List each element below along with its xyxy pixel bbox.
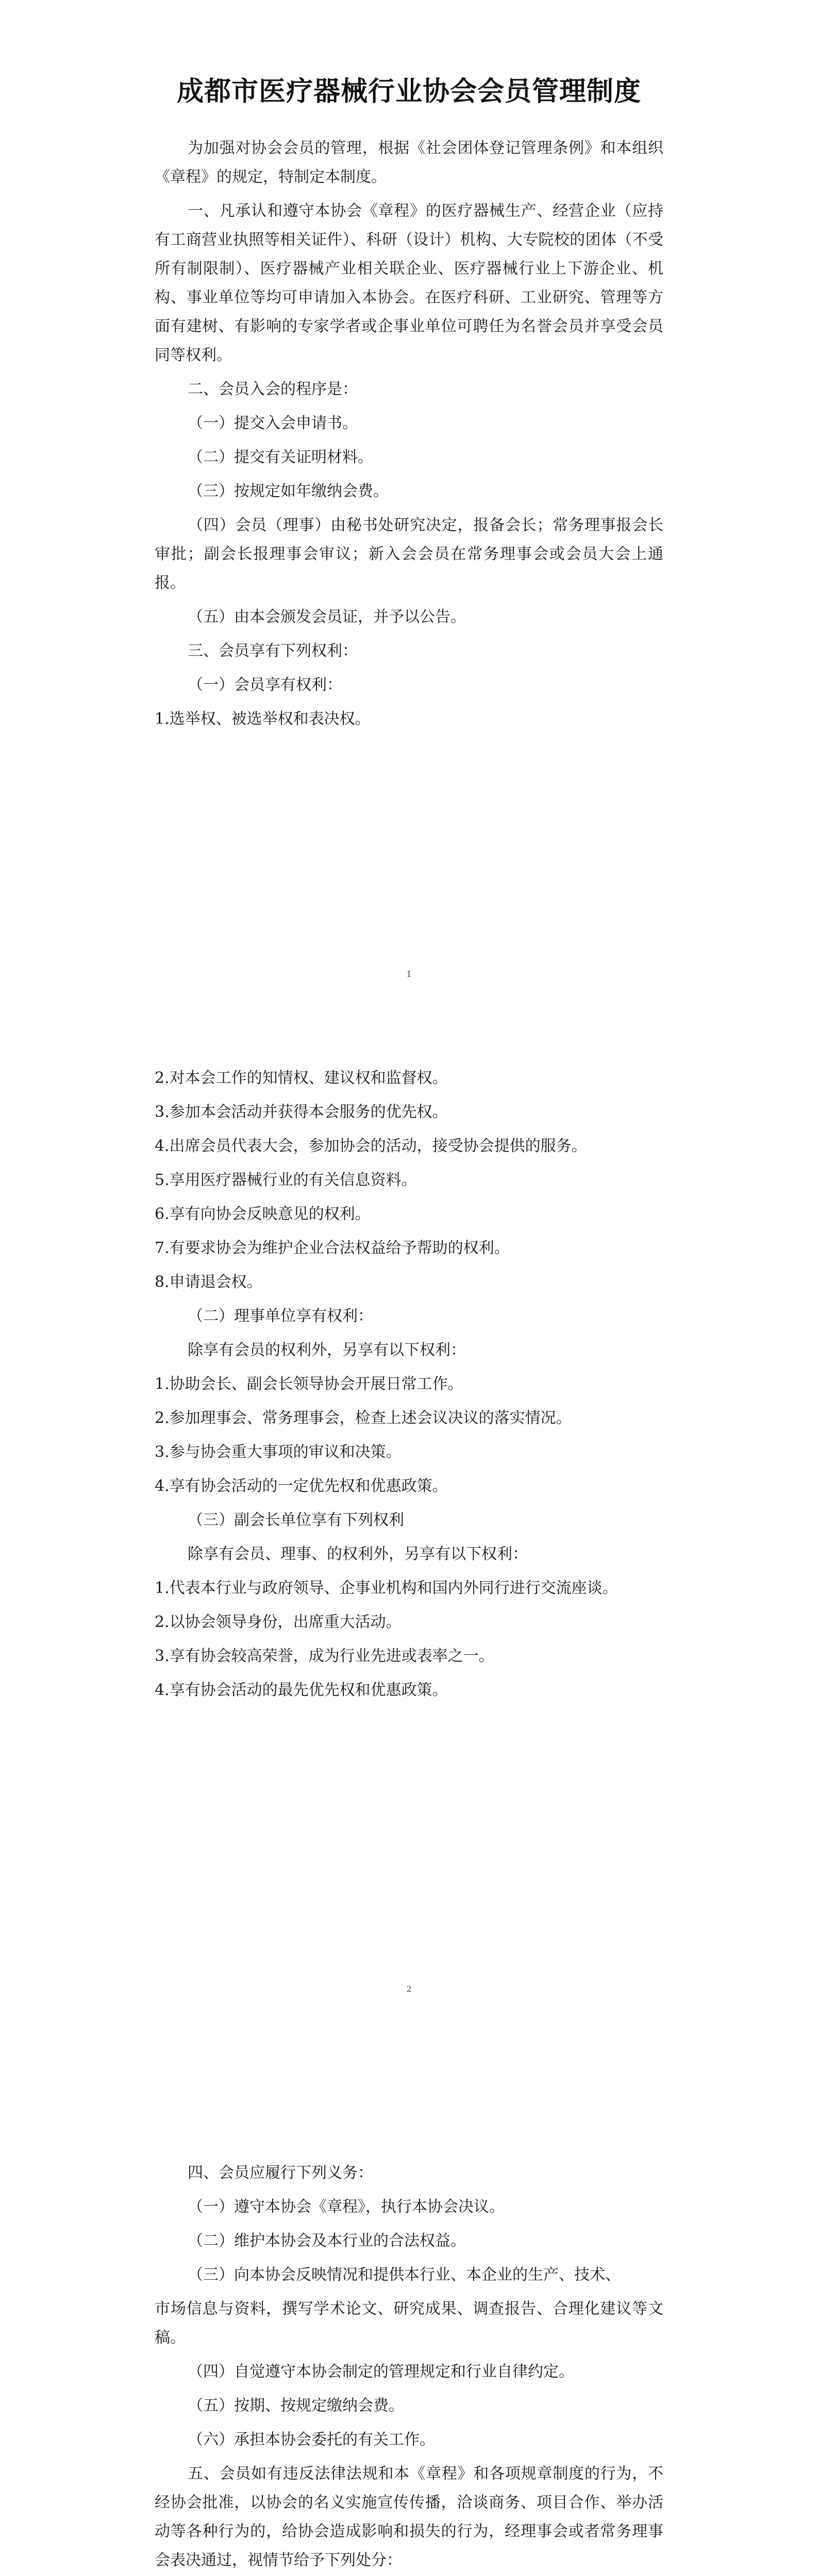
paragraph: （三）副会长单位享有下列权利 [188,1511,404,1529]
page-number: 1 [406,969,412,979]
paragraph: （一）会员享有权利： [188,676,342,694]
paragraph: 2.对本会工作的知情权、建议权和监督权。 [155,1069,448,1087]
document-title: 成都市医疗器械行业协会会员管理制度 [176,76,641,107]
paragraph: 4.享有协会活动的一定优先权和优惠政策。 [155,1477,448,1495]
paragraph: （一）提交入会申请书。 [188,414,358,432]
paragraph: （六）承担本协会委托的有关工作。 [188,2431,435,2449]
paragraph: （二）提交有关证明材料。 [188,448,373,466]
paragraph: 6.享有向协会反映意见的权利。 [155,1205,371,1223]
page-1 [0,0,818,1043]
paragraph: 除享有会员的权利外，另享有以下权利： [188,1341,466,1359]
paragraph: （三）按规定如年缴纳会费。 [188,482,389,500]
paragraph: 三、会员享有下列权利： [188,642,358,660]
paragraph: 2.以协会领导身份，出席重大活动。 [155,1613,402,1631]
paragraph: 市场信息与资料，撰写学术论文、研究成果、调查报告、合理化建议等文稿。 [155,2300,663,2347]
paragraph: 一、凡承认和遵守本协会《章程》的医疗器械生产、经营企业（应持有工商营业执照等相关证件）、科研（设计）机构、大专院校的团体（不受所有制限制）、医疗器械产业相关联企业、医疗器械行业上下游企业、机构、事业单位等均可申请加入本协会。在医疗科研、工业研究、管理等方面有建树、有影响的专家学者或企事业单位可聘任为名誉会员并享受会员同等权利。 [155,202,663,364]
page-number: 2 [406,1984,412,1994]
paragraph: 五、会员如有违反法律法规和本《章程》和各项规章制度的行为，不经协会批准，以协会的名义实施宣传传播，洽谈商务、项目合作、举办活动等各种行为的，给协会造成影响和损失的行为，经理事会或者常务理事会表决通过，视情节给予下列处分： [155,2465,663,2569]
paragraph: （五）按期、按规定缴纳会费。 [188,2397,404,2415]
page-1-body [155,134,663,734]
paragraph: （五）由本会颁发会员证，并予以公告。 [188,608,466,626]
paragraph: 3.享有协会较高荣誉，成为行业先进或表率之一。 [155,1647,494,1665]
paragraph: 1.协助会长、副会长领导协会开展日常工作。 [155,1375,463,1393]
paragraph: （一）遵守本协会《章程》，执行本协会决议。 [188,2198,505,2216]
page-2 [0,1043,818,2087]
page-2-body [155,1064,663,1705]
paragraph: （四）会员（理事）由秘书处研究决定，报备会长；常务理事报会长审批；副会长报理事会审议；新入会会员在常务理事会或会员大会上通报。 [155,516,663,592]
paragraph: 1.选举权、被选举权和表决权。 [155,710,371,728]
paragraph: 8.申请退会权。 [155,1273,262,1291]
paragraph: 为加强对协会会员的管理，根据《社会团体登记管理条例》和本组织《章程》的规定，特制定本制度。 [155,139,663,186]
paragraph: 2.参加理事会、常务理事会，检查上述会议决议的落实情况。 [155,1409,572,1427]
paragraph: 除享有会员、理事、的权利外，另享有以下权利： [188,1545,528,1563]
paragraph: 3.参与协会重大事项的审议和决策。 [155,1443,402,1461]
paragraph: 5.享用医疗器械行业的有关信息资料。 [155,1171,417,1189]
page-3 [0,2087,818,2576]
paragraph: （三）向本协会反映情况和提供本行业、本企业的生产、技术、 [188,2266,621,2284]
paragraph: 四、会员应履行下列义务： [188,2164,373,2182]
paragraph: 4.出席会员代表大会，参加协会的活动，接受协会提供的服务。 [155,1137,587,1155]
paragraph: （二）理事单位享有权利： [188,1307,373,1325]
paragraph: 7.有要求协会为维护企业合法权益给予帮助的权利。 [155,1239,510,1257]
paragraph: （二）维护本协会及本行业的合法权益。 [188,2232,466,2250]
paragraph: 1.代表本行业与政府领导、企事业机构和国内外同行进行交流座谈。 [155,1579,618,1597]
paragraph: 3.参加本会活动并获得本会服务的优先权。 [155,1103,448,1121]
paragraph: 二、会员入会的程序是： [188,380,358,398]
paragraph: 4.享有协会活动的最先优先权和优惠政策。 [155,1681,448,1699]
page-3-body [155,2159,663,2576]
paragraph: （四）自觉遵守本协会制定的管理规定和行业自律约定。 [188,2363,574,2381]
